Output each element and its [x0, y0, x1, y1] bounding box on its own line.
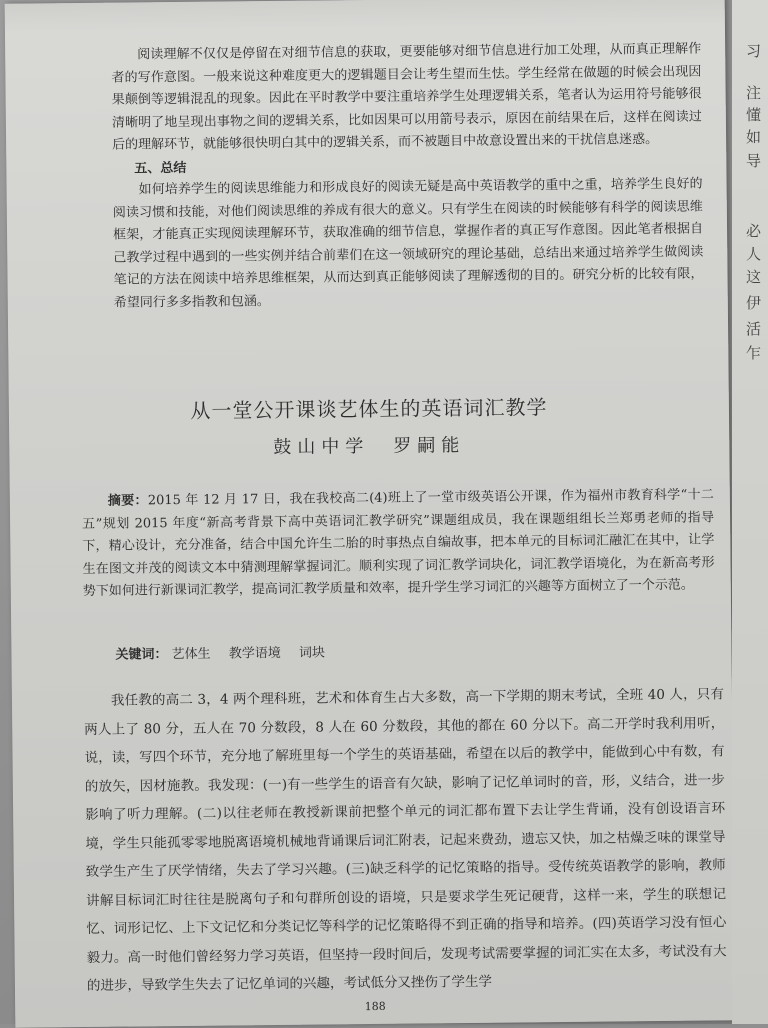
adjacent-page-char: 这	[746, 268, 762, 286]
adjacent-page-char: 如	[746, 128, 762, 146]
adjacent-page-char: 懂	[746, 106, 762, 124]
article-author: 鼓山中学 罗嗣能	[273, 434, 466, 459]
abstract-label: 摘要：	[107, 493, 148, 509]
article-title: 从一堂公开课谈艺体生的英语词汇教学	[190, 395, 548, 423]
adjacent-page-char: 人	[746, 245, 762, 263]
adjacent-page-char: 注	[746, 84, 762, 102]
keywords-line	[115, 641, 339, 662]
keyword-item: 艺体生	[171, 646, 211, 663]
section-heading: 五、总结	[134, 160, 187, 177]
adjacent-page-char: 伊	[746, 294, 762, 312]
keywords-label: 关键词：	[115, 647, 168, 663]
keyword-item: 教学语境	[228, 645, 281, 662]
body-paragraph: 我任教的高二 3，4 两个理科班，艺术和体育生占大多数，高一下学期的期末考试，全班 40 人，只有两人上了 80 分，五人在 70 分数段，8 人在 60 分数段，其他的都在 60 分以下。高二开学时我利用听，说，读，写四个环节，充分地了解班里每一个学生的英语基础，希望在以后的教学中，能做到心中有数，有的放矢，因材施教。我发现：(一)有一些学生的语音有欠缺，影响了记忆单词时的音，形，义结合，进一步影响了听力理解。(二)以往老师在教授新课前把整个单元的词汇都布置下去让学生背诵，没有创设语言环境，学生只能孤零零地脱离语境机械地背诵课后词汇附表，记起来费劲，遗忘又快，加之枯燥乏味的课堂导致学生产生了厌学情绪，失去了学习兴趣。(三)缺乏科学的记忆策略的指导。受传统英语教学的影响，教师讲解目标词汇时往往是脱离句子和句群所创设的语境，只是要求学生死记硬背，这样一来，学生的联想记忆、词形记忆、上下文记忆和分类记忆等科学的记忆策略得不到正确的指导和培养。(四)英语学习没有恒心毅力。高一时他们曾经努力学习英语，但坚持一段时间后，发现考试需要掌握的词汇实在太多，考试没有大的进步，导致学生失去了记忆单词的兴趣，考试低分又挫伤了学生学	[84, 686, 727, 994]
adjacent-page-char: 习	[746, 42, 762, 60]
abstract-text: 2015 年 12 月 17 日，我在我校高二(4)班上了一堂市级英语公开课，作为福州市教育科学“十二五”规划 2015 年度“新高考背景下高中英语词汇教学研究”课题组成员，我在课题组组长兰郑勇老师的指导下，精心设计，充分准备，结合中国允许生二胎的时事热点自编故事，把本单元的目标词汇融汇在其中，让学生在图文并茂的阅读文本中猜测理解掌握词汇。顺利实现了词汇教学词块化，词汇教学语境化，为在新高考形势下如何进行新课词汇教学，提高词汇教学质量和效率，提升学生学习词汇的兴趣等方面树立了一个示范。	[82, 487, 715, 600]
adjacent-page-char: 乍	[746, 344, 762, 362]
keyword-item: 词块	[298, 645, 326, 661]
summary-paragraph: 如何培养学生的阅读思维能力和形成良好的阅读无疑是高中英语教学的重中之重，培养学生良好的阅读习惯和技能，对他们阅读思维的养成有很大的意义。只有学生在阅读的时候能够有科学的阅读思维框架，才能真正实现阅读理解环节，获取准确的细节信息，掌握作者的真正写作意图。因此笔者根据自己教学过程中遇到的一些实例并结合前辈们在这一领域研究的理论基础，总结出来通过培养学生做阅读笔记的方法在阅读中培养思维框架，从而达到真正能够阅读了理解透彻的目的。研究分析的比较有限，希望同行多多指教和包涵。	[112, 176, 704, 311]
adjacent-page-char: 活	[746, 320, 762, 338]
page-number: 188	[364, 999, 386, 1014]
abstract	[82, 484, 715, 603]
adjacent-page-char: 必	[746, 222, 762, 240]
book-page	[5, 0, 736, 1028]
page-shadow	[5, 0, 725, 34]
top-paragraph: 阅读理解不仅仅是停留在对细节信息的获取，更要能够对细节信息进行加工处理，从而真正理解作者的写作意图。一般来说这种难度更大的逻辑题目会让考生望而生怯。学生经常在做题的时候会出现因果颠倒等逻辑混乱的现象。因此在平时教学中要注重培养学生处理逻辑关系，笔者认为运用符号能够很清晰明了地呈现出事物之间的逻辑关系，比如因果可以用箭号表示，原因在前结果在后，这样在阅读过后的理解环节，就能够很快明白其中的逻辑关系，而不被题目中故意设置出来的干扰信息迷惑。	[111, 41, 702, 153]
adjacent-page-edge	[732, 0, 768, 1024]
adjacent-page-char: 导	[746, 152, 762, 170]
